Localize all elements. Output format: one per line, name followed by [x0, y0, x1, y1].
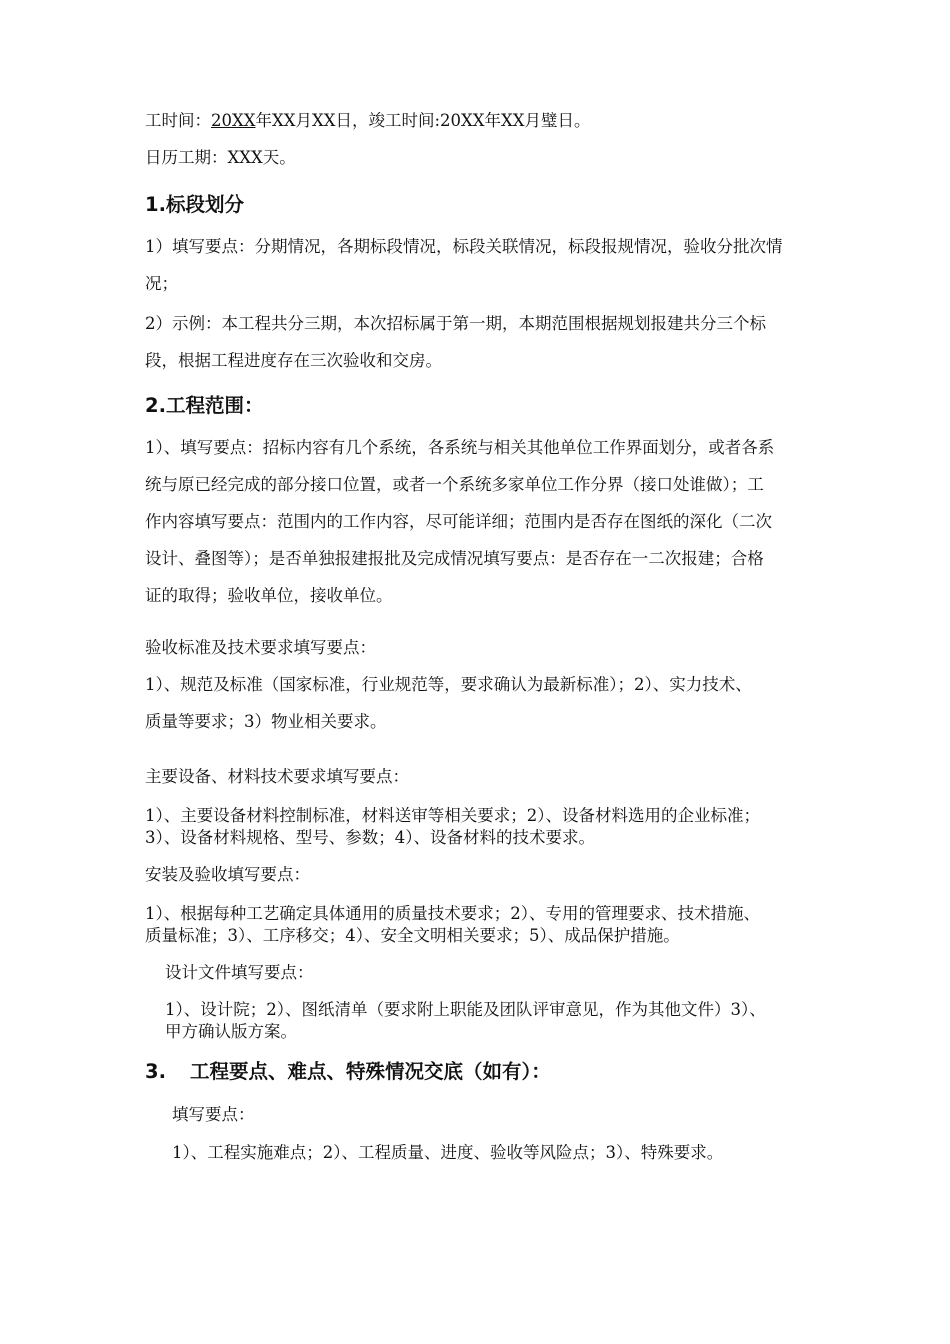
acceptance-line2: 质量等要求；3）物业相关要求。	[145, 712, 387, 731]
section1-p1-line1: 1）填写要点：分期情况，各期标段情况，标段关联情况，标段报规情况，验收分批次情	[145, 237, 783, 256]
section1-p1-line2: 况；	[145, 274, 178, 293]
section2-p1-line4: 设计、叠图等）；是否单独报建报批及完成情况填写要点：是否存在一二次报建；合格	[145, 549, 764, 568]
section1-p2-line1: 2）示例：本工程共分三期，本次招标属于第一期，本期范围根据规划报建共分三个标	[145, 314, 766, 333]
equipment-title: 主要设备、材料技术要求填写要点：	[145, 767, 409, 786]
start-end-dates	[145, 110, 591, 132]
design-line2: 甲方确认版方案。	[165, 1022, 297, 1041]
section2-p1-line5: 证的取得；验收单位，接收单位。	[145, 586, 393, 605]
section2-p1-line3: 作内容填写要点：范围内的工作内容，尽可能详细；范围内是否存在图纸的深化（二次	[145, 512, 772, 531]
date-text: 年XX月XX日，竣工时间:20XX年XX月璧日。	[255, 111, 591, 130]
section3-line1: 1）、工程实施难点；2）、工程质量、进度、验收等风险点；3）、特殊要求。	[172, 1143, 724, 1162]
install-title: 安装及验收填写要点：	[145, 865, 310, 884]
section2-p1-line2: 统与原已经完成的部分接口位置，或者一个系统多家单位工作分界（接口处谁做）；工	[145, 475, 764, 494]
section2-heading: 2.工程范围：	[145, 394, 264, 417]
section1-p2-line2: 段，根据工程进度存在三次验收和交房。	[145, 351, 442, 370]
section3-title-label: 填写要点：	[172, 1105, 255, 1124]
start-year-underlined: 20XX	[211, 111, 256, 130]
section1-heading: 1.标段划分	[145, 193, 244, 216]
equipment-line2: 3）、设备材料规格、型号、参数；4）、设备材料的技术要求。	[145, 828, 595, 847]
design-line1: 1）、设计院；2）、图纸清单（要求附上职能及团队评审意见，作为其他文件）3）、	[165, 1000, 766, 1019]
install-line2: 质量标准；3）、工序移交；4）、安全文明相关要求；5）、成品保护措施。	[145, 926, 680, 945]
section3-title: 工程要点、难点、特殊情况交底（如有）：	[189, 1060, 551, 1083]
section3-number: 3.	[145, 1060, 166, 1083]
acceptance-line1: 1）、规范及标准（国家标准，行业规范等，要求确认为最新标准）；2）、实力技术、	[145, 675, 752, 694]
section2-p1-line1: 1）、填写要点：招标内容有几个系统，各系统与相关其他单位工作界面划分，或者各系	[145, 438, 775, 457]
start-time-label: 工时间：	[145, 111, 211, 130]
acceptance-title: 验收标准及技术要求填写要点：	[145, 638, 376, 657]
install-line1: 1）、根据每种工艺确定具体通用的质量技术要求；2）、专用的管理要求、技术措施、	[145, 904, 760, 923]
design-title: 设计文件填写要点：	[165, 963, 314, 982]
equipment-line1: 1）、主要设备材料控制标准，材料送审等相关要求；2）、设备材料选用的企业标准；	[145, 806, 760, 825]
section3-heading	[145, 1059, 551, 1085]
calendar-duration: 日历工期：XXX天。	[145, 148, 296, 167]
